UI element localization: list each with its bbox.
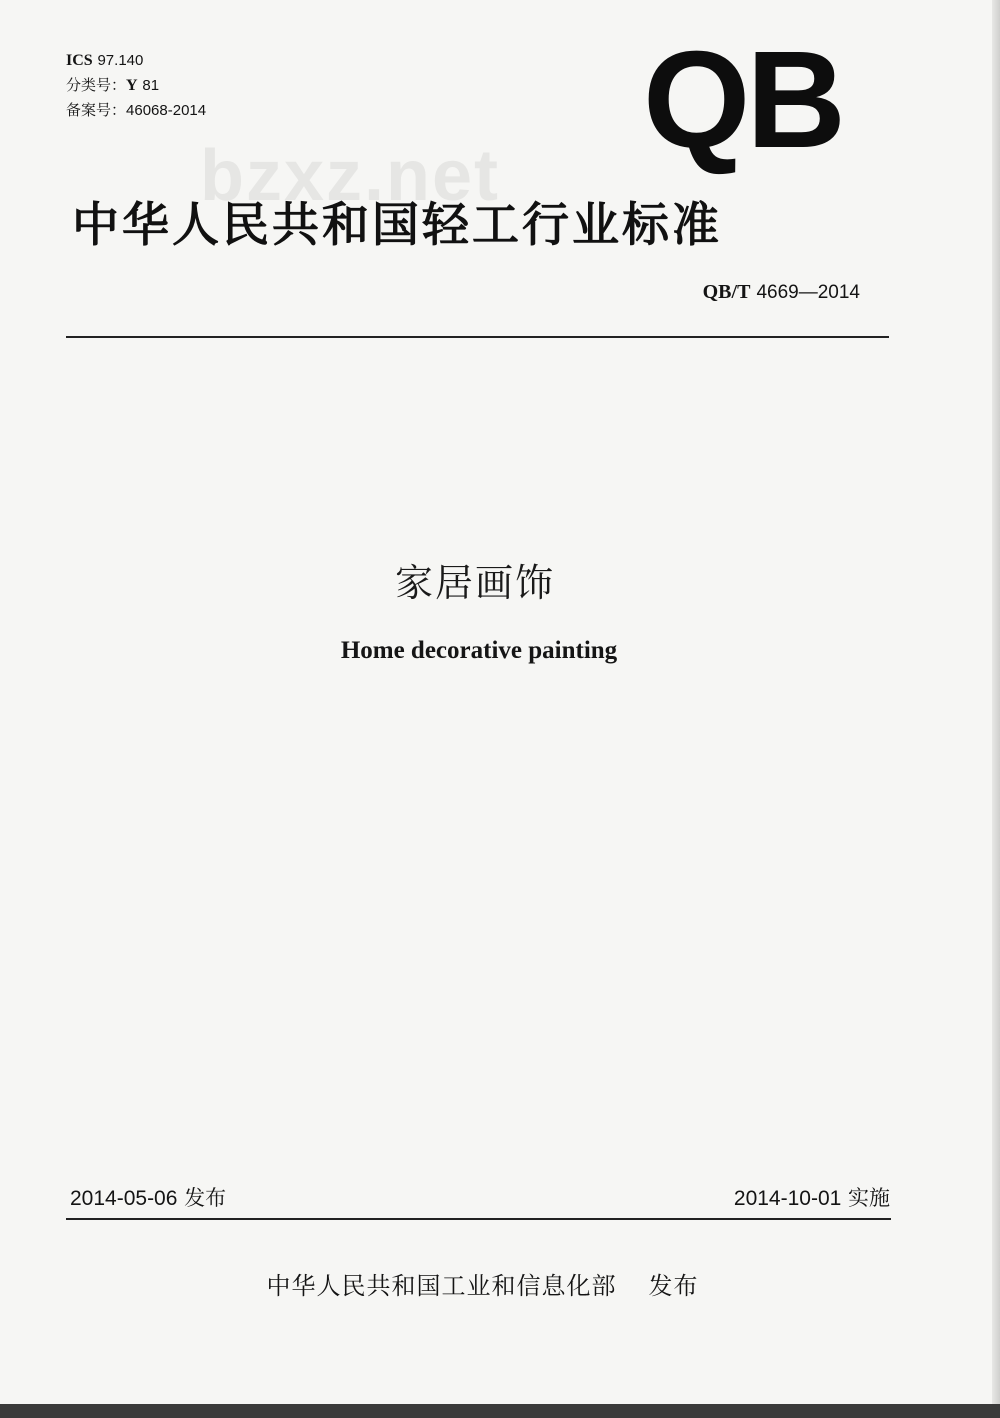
qb-logo: QB bbox=[643, 23, 842, 177]
issue-date-line bbox=[70, 1182, 226, 1212]
document-title-chinese: 家居画饰 bbox=[394, 561, 555, 605]
issue-label: 发布 bbox=[184, 1186, 227, 1210]
issue-date: 2014-05-06 bbox=[70, 1187, 178, 1210]
implementation-date-line bbox=[734, 1182, 890, 1212]
classification-line bbox=[66, 73, 206, 98]
ics-label: ICS bbox=[66, 52, 93, 69]
classification-number: 81 bbox=[142, 77, 160, 94]
page-edge-right bbox=[992, 0, 1000, 1404]
industry-standard-title: 中华人民共和国轻工行业标准 bbox=[72, 198, 722, 253]
publisher-line bbox=[0, 1266, 965, 1301]
ics-line bbox=[66, 48, 206, 73]
bottom-divider bbox=[66, 1218, 891, 1220]
filing-line bbox=[66, 98, 206, 123]
standard-prefix: QB/T bbox=[702, 281, 751, 303]
implementation-label: 实施 bbox=[848, 1186, 890, 1210]
implementation-date: 2014-10-01 bbox=[733, 1187, 842, 1210]
top-divider bbox=[66, 336, 889, 338]
publisher-action: 发布 bbox=[648, 1272, 699, 1300]
document-title-english: Home decorative painting bbox=[340, 637, 618, 664]
standard-code: 4669—2014 bbox=[756, 282, 860, 303]
classification-block bbox=[66, 48, 206, 123]
publisher-name: 中华人民共和国工业和信息化部 bbox=[266, 1272, 617, 1300]
filing-label: 备案号： bbox=[66, 101, 127, 119]
page-edge-bottom bbox=[0, 1404, 1000, 1418]
filing-number: 46068-2014 bbox=[126, 102, 207, 119]
standard-number bbox=[703, 281, 860, 304]
watermark-text: bzxz.net bbox=[200, 136, 501, 216]
ics-value: 97.140 bbox=[97, 52, 144, 69]
classification-letter: Y bbox=[126, 77, 138, 94]
classification-label: 分类号： bbox=[66, 76, 127, 94]
